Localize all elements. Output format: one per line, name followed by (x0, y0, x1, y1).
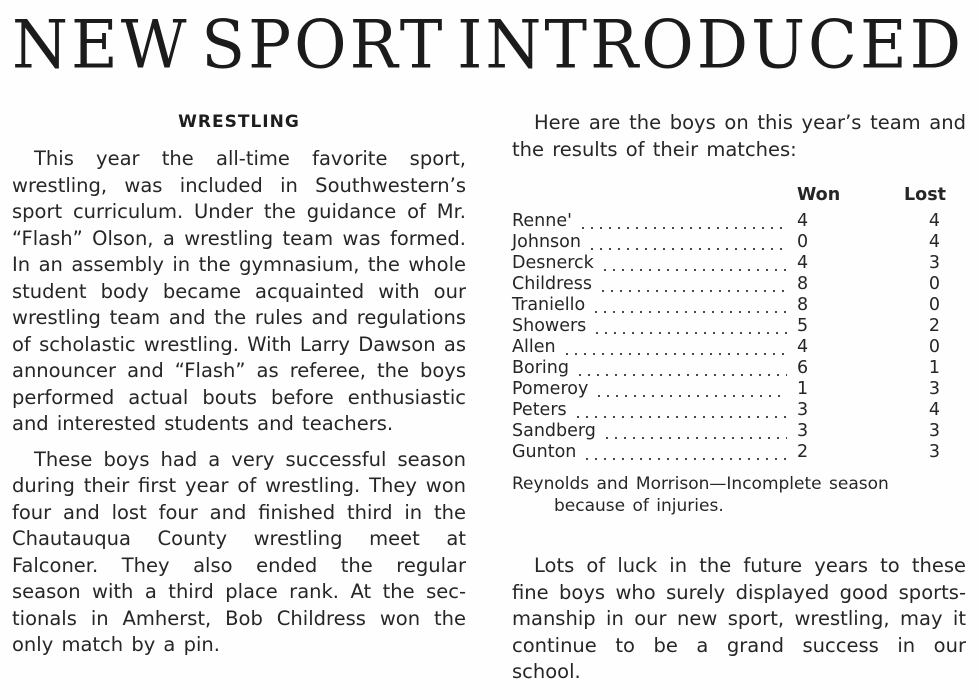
closing-paragraph: Lots of luck in the future years to these fine boys who surely displayed good sportsmanship in our new sport, wrestling, may it continue to be a grand success in our school. (512, 554, 966, 683)
table-row (512, 232, 966, 253)
won-value: 3 (797, 421, 809, 441)
lost-value: 0 (928, 295, 940, 315)
dotted-leader (591, 248, 787, 250)
header-spacer (512, 185, 811, 206)
results-intro: Here are the boys on this year’s team and the results of their matches: (512, 111, 966, 161)
dotted-leader (577, 416, 787, 418)
lost-value: 1 (928, 358, 940, 378)
score-table (512, 185, 966, 463)
wrestler-name: Allen (512, 337, 556, 357)
table-row (512, 316, 966, 337)
wrestler-name: Pomeroy (512, 379, 589, 399)
lost-value: 3 (928, 421, 940, 441)
lost-value: 3 (928, 253, 940, 273)
won-value: 5 (797, 316, 809, 336)
wrestler-name: Desnerck (512, 253, 594, 273)
won-value: 8 (797, 274, 809, 294)
table-row (512, 379, 966, 400)
won-value: 0 (797, 232, 809, 252)
won-value: 8 (797, 295, 809, 315)
won-column-header: Won (797, 185, 841, 205)
lost-column-header: Lost (904, 185, 946, 205)
dotted-leader (606, 437, 787, 439)
lost-value: 3 (928, 442, 940, 462)
table-row (512, 337, 966, 358)
dotted-leader (579, 374, 787, 376)
headline-word-introduced: INTRODUCED (457, 7, 964, 84)
table-row (512, 295, 966, 316)
table-row (512, 253, 966, 274)
lost-value: 4 (928, 211, 940, 231)
lost-value: 0 (928, 337, 940, 357)
lost-value: 3 (928, 379, 940, 399)
won-value: 4 (797, 253, 809, 273)
headline-word-new: NEW (12, 7, 190, 84)
dotted-leader (598, 395, 787, 397)
article-paragraph-1: This year the all-time favorite sport, wrestling, was included in Southwestern’s sport curriculum. Under the guidance of Mr. “Flash” Olson, a wrestling team was formed. In an assembly in the gymnasium, the whole student body became acquainted with our wrestling team and the rules and regulations of scholastic wrestling. With Larry Dawson as announcer and “Flash” as referee, the boys performed actual bouts before enthusiastic and interested students and teachers. (12, 147, 466, 435)
headline (0, 0, 978, 86)
dotted-leader (602, 290, 787, 292)
table-row (512, 274, 966, 295)
lost-value: 2 (928, 316, 940, 336)
article-heading: WRESTLING (178, 112, 300, 132)
table-row (512, 421, 966, 442)
article-column (12, 110, 466, 686)
results-column (512, 110, 966, 686)
won-value: 3 (797, 400, 809, 420)
table-row (512, 211, 966, 232)
table-row (512, 400, 966, 421)
lost-value: 0 (928, 274, 940, 294)
score-table-header (512, 185, 966, 206)
headline-word-sport: SPORT (201, 7, 446, 84)
wrestler-name: Gunton (512, 442, 577, 462)
dotted-leader (586, 458, 787, 460)
won-value: 1 (797, 379, 809, 399)
wrestler-name: Showers (512, 316, 587, 336)
lost-value: 4 (928, 400, 940, 420)
wrestler-name: Renne' (512, 211, 572, 231)
wrestler-name: Peters (512, 400, 567, 420)
score-rows (512, 211, 966, 463)
won-value: 4 (797, 211, 809, 231)
won-value: 2 (797, 442, 809, 462)
wrestler-name: Johnson (512, 232, 581, 252)
table-row (512, 442, 966, 463)
wrestler-name: Sandberg (512, 421, 596, 441)
dotted-leader (566, 353, 787, 355)
injury-footnote: Reynolds and Morrison—Incomplete season because of injuries. (512, 474, 889, 516)
dotted-leader (604, 269, 787, 271)
wrestler-name: Childress (512, 274, 592, 294)
won-value: 4 (797, 337, 809, 357)
won-value: 6 (797, 358, 809, 378)
article-paragraph-2: These boys had a very successful season during their first year of wrestling. They won four and lost four and finished third in the Chautauqua County wrestling meet at Falconer. They also ended the regular season with a third place rank. At the sectionals in Amherst, Bob Childress won the only match by a pin. (12, 447, 466, 656)
columns (0, 110, 978, 686)
wrestler-name: Boring (512, 358, 569, 378)
dotted-leader (596, 332, 787, 334)
table-row (512, 358, 966, 379)
dotted-leader (582, 227, 787, 229)
wrestler-name: Traniello (512, 295, 586, 315)
lost-value: 4 (928, 232, 940, 252)
dotted-leader (595, 311, 787, 313)
